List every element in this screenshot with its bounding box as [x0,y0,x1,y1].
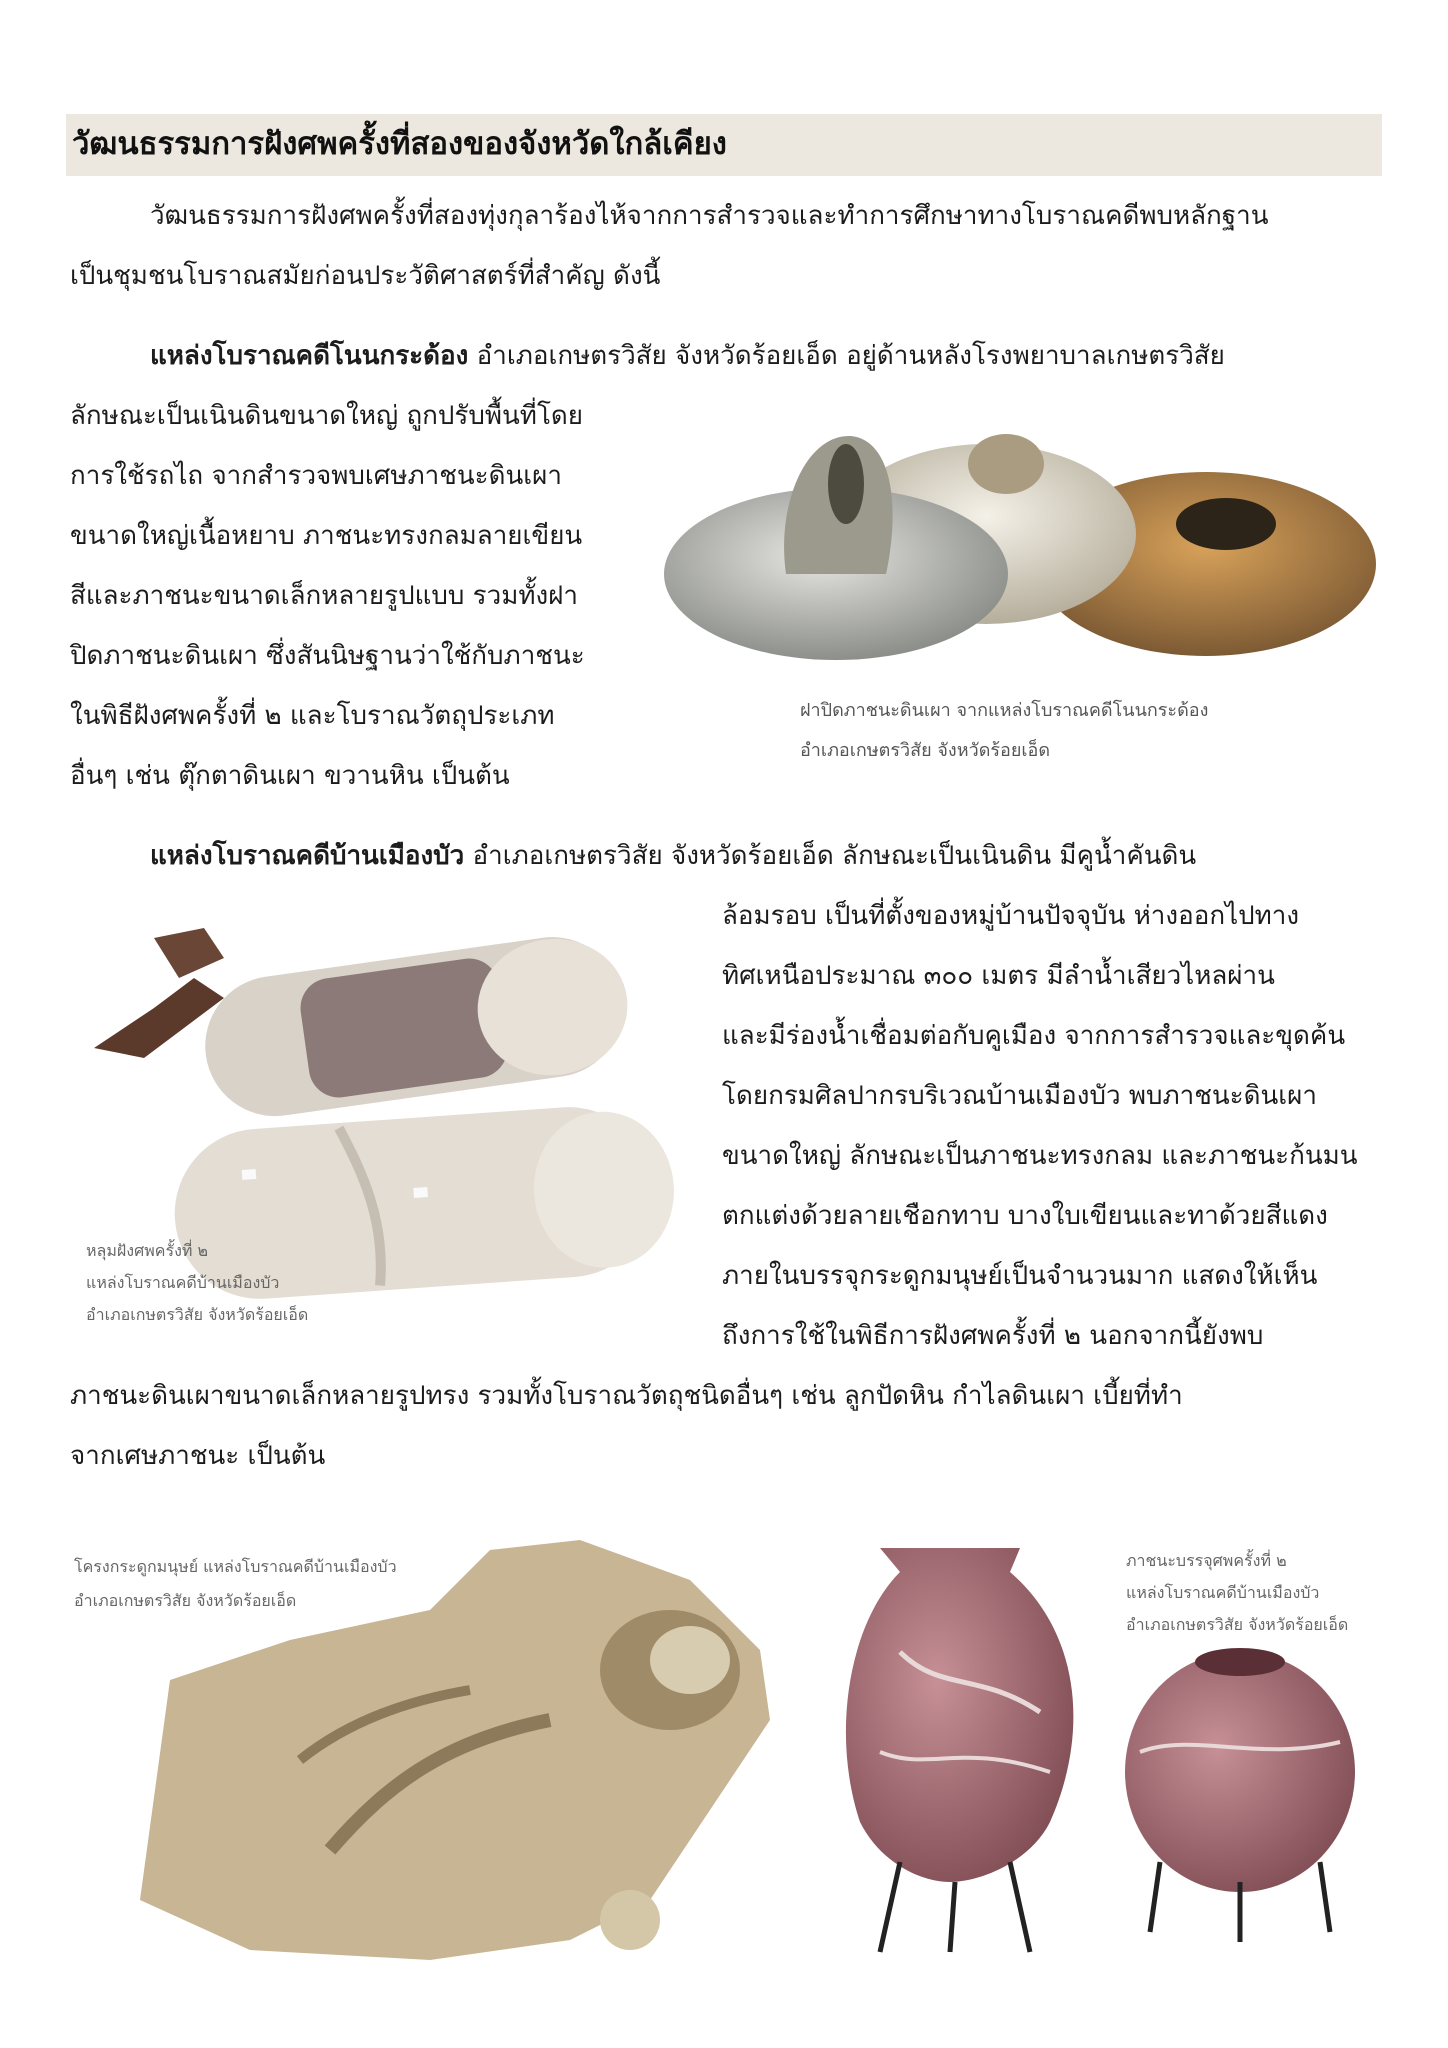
site1-first-line-rest: อำเภอเกษตรวิสัย จังหวัดร้อยเอ็ด อยู่ด้านหลังโรงพยาบาลเกษตรวิสัย [468,341,1225,371]
section-title: วัฒนธรรมการฝังศพครั้งที่สองของจังหวัดใกล้เคียง [72,126,727,162]
burial-caption-line-2: แหล่งโบราณคดีบ้านเมืองบัว [86,1273,280,1292]
burial-caption-line-1: หลุมฝังศพครั้งที่ ๒ [86,1241,209,1260]
site1-line: ขนาดใหญ่เนื้อหยาบ ภาชนะทรงกลมลายเขียน [70,521,583,551]
site1-first-line [150,336,1225,376]
site2-line: ขนาดใหญ่ ลักษณะเป็นภาชนะทรงกลม และภาชนะก้นมน [722,1141,1358,1171]
site1-line: อื่นๆ เช่น ตุ๊กตาดินเผา ขวานหิน เป็นต้น [70,761,510,791]
site2-line: ทิศเหนือประมาณ ๓๐๐ เมตร มีลำน้ำเสียวไหลผ่าน [722,961,1275,991]
intro-line-1: วัฒนธรรมการฝังศพครั้งที่สองทุ่งกุลาร้องไห้จากการสำรวจและทำการศึกษาทางโบราณคดีพบหลักฐาน [150,201,1269,231]
skeleton-caption-line-1: โครงกระดูกมนุษย์ แหล่งโบราณคดีบ้านเมืองบัว [74,1557,397,1576]
site1-line: ในพิธีฝังศพครั้งที่ ๒ และโบราณวัตถุประเภท [70,701,555,731]
vessels-caption-line-3: อำเภอเกษตรวิสัย จังหวัดร้อยเอ็ด [1126,1615,1349,1634]
site2-line: และมีร่องน้ำเชื่อมต่อกับคูเมือง จากการสำรวจและขุดค้น [722,1021,1346,1051]
site2-first-line-rest: อำเภอเกษตรวิสัย จังหวัดร้อยเอ็ด ลักษณะเป็นเนินดิน มีคูน้ำคันดิน [464,841,1197,871]
skeleton-caption-line-2: อำเภอเกษตรวิสัย จังหวัดร้อยเอ็ด [74,1591,297,1610]
site2-line: ตกแต่งด้วยลายเชือกทาบ บางใบเขียนและทาด้วยสีแดง [722,1201,1328,1231]
site1-line: การใช้รถไถ จากสำรวจพบเศษภาชนะดินเผา [70,461,562,491]
lids-caption-line-2: อำเภอเกษตรวิสัย จังหวัดร้อยเอ็ด [800,740,1051,761]
burial-caption-line-3: อำเภอเกษตรวิสัย จังหวัดร้อยเอ็ด [86,1305,309,1324]
site1-name: แหล่งโบราณคดีโนนกระด้อง [150,341,469,371]
site1-line: ปิดภาชนะดินเผา ซึ่งสันนิษฐานว่าใช้กับภาชนะ [70,641,585,671]
site2-name: แหล่งโบราณคดีบ้านเมืองบัว [150,841,465,871]
site1-line: ลักษณะเป็นเนินดินขนาดใหญ่ ถูกปรับพื้นที่โดย [70,401,584,431]
lids-caption-line-1: ฝาปิดภาชนะดินเผา จากแหล่งโบราณคดีโนนกระด้อง [800,700,1209,721]
pottery-lids-photo [666,424,1376,674]
vessels-caption-line-2: แหล่งโบราณคดีบ้านเมืองบัว [1126,1583,1320,1602]
site2-full-line: จากเศษภาชนะ เป็นต้น [70,1441,326,1471]
site2-line: ภายในบรรจุกระดูกมนุษย์เป็นจำนวนมาก แสดงให้เห็น [722,1261,1318,1291]
site2-full-line: ภาชนะดินเผาขนาดเล็กหลายรูปทรง รวมทั้งโบราณวัตถุชนิดอื่นๆ เช่น ลูกปัดหิน กำไลดินเผา เบี้ยที่ทำ [70,1381,1183,1411]
vessels-caption-line-1: ภาชนะบรรจุศพครั้งที่ ๒ [1126,1551,1287,1570]
site1-line: สีและภาชนะขนาดเล็กหลายรูปแบบ รวมทั้งฝา [70,581,579,611]
site2-line: ล้อมรอบ เป็นที่ตั้งของหมู่บ้านปัจจุบัน ห่างออกไปทาง [722,901,1300,931]
site2-line: ถึงการใช้ในพิธีการฝังศพครั้งที่ ๒ นอกจากนี้ยังพบ [722,1321,1264,1351]
site2-first-line [150,836,1196,876]
intro-line-2: เป็นชุมชนโบราณสมัยก่อนประวัติศาสตร์ที่สำคัญ ดังนี้ [70,261,661,291]
site2-line: โดยกรมศิลปากรบริเวณบ้านเมืองบัว พบภาชนะดินเผา [722,1081,1317,1111]
